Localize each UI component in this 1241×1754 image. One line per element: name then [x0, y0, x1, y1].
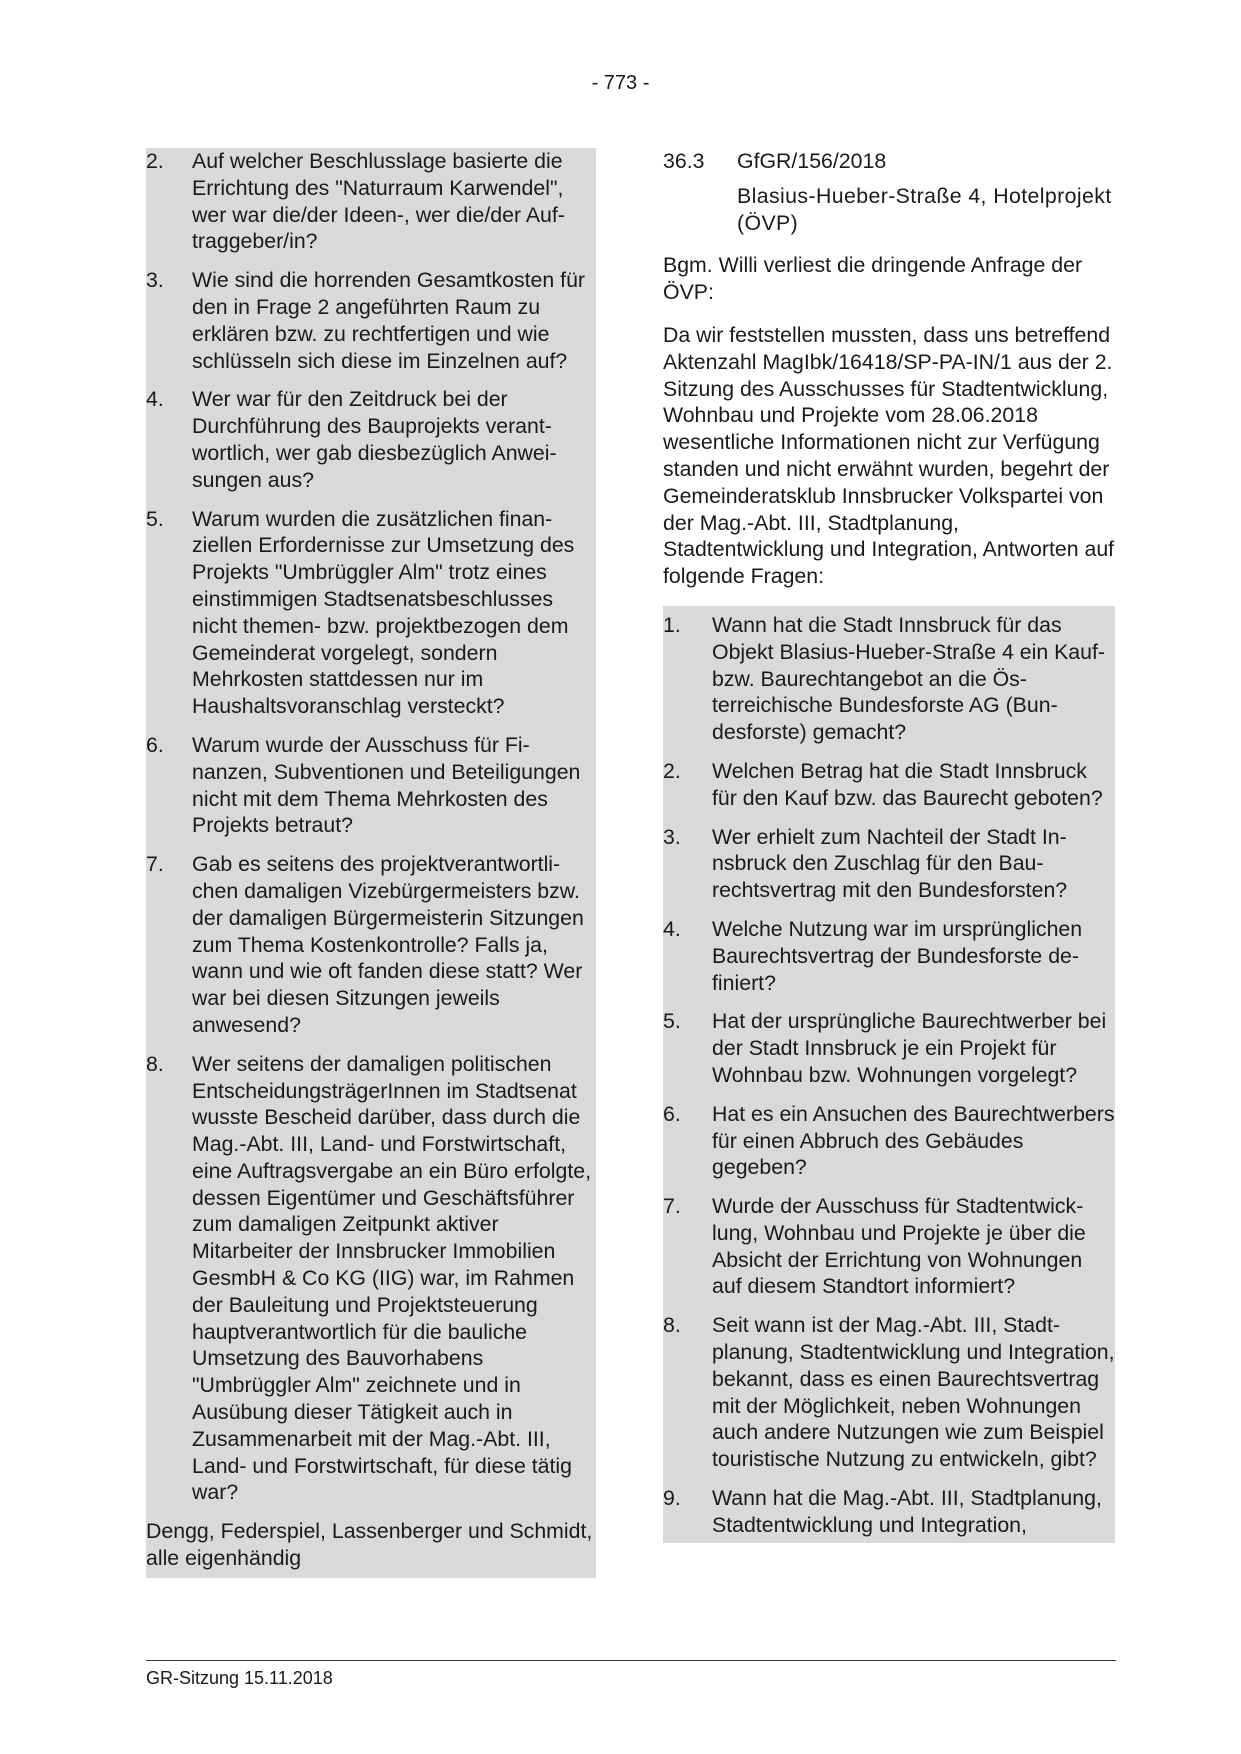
agenda-header: [663, 148, 1115, 175]
question-number: 1.: [663, 612, 681, 637]
list-item: [146, 732, 596, 851]
footer-divider: [146, 1660, 1116, 1661]
question-text: Wie sind die horrenden Gesamtkosten für den in Frage 2 angeführten Raum zu erklären bzw. zu rechtfertigen und wie schlüsseln sich diese im Einzelnen auf?: [192, 268, 586, 373]
list-item: [146, 148, 596, 267]
question-text: Warum wurden die zusätzlichen finanziellen Erfordernisse zur Umsetzung des Projekts "Umbrüggler Alm" trotz eines einstimmigen Stadtsenatsbeschlusses nicht themen- bzw. projektbezogen dem Gemeinderat vorgelegt, sondern Mehrkosten stattdessen nur im Haushaltsvoranschlag versteckt?: [192, 506, 575, 719]
question-text: Gab es seitens des projektverantwortlichen damaligen Vizebürgermeisters bzw. der damaligen Bürgermeisterin Sitzungen zum Thema Kostenkontrolle? Falls ja, wann und wie oft fanden diese statt? Wer war bei diesen Sitzungen jeweils anwesend?: [192, 852, 584, 1037]
question-number: 9.: [663, 1486, 681, 1511]
question-text: Auf welcher Beschlusslage basierte die Errichtung des "Naturraum Karwendel", wer war die/der Ideen-, wer die/der Auftraggeber/in?: [192, 149, 565, 254]
question-number: 5.: [663, 1009, 681, 1034]
question-text: Wurde der Ausschuss für Stadtentwicklung, Wohnbau und Projekte je über die Absicht der Errichtung von Wohnungen auf diesem Standtort informiert?: [712, 1194, 1086, 1299]
list-item: [663, 1312, 1115, 1485]
list-item: [663, 1008, 1115, 1100]
request-paragraph: Da wir feststellen mussten, dass uns betreffend Aktenzahl MagIbk/16418/SP-PA-IN/1 aus der 2. Sitzung des Ausschusses für Stadtentwicklung, Wohnbau und Projekte vom 28.06.2018 wesentliche Informationen nicht zur Verfügung standen und nicht erwähnt wurden, begehrt der Gemeinderatsklub Innsbrucker Volkspartei von der Mag.-Abt. III, Stadtplanung, Stadtentwicklung und Integration, Antworten auf folgende Fragen:: [663, 322, 1115, 589]
question-text: Warum wurde der Ausschuss für Finanzen, Subventionen und Beteiligungen nicht mit dem Thema Mehrkosten des Projekts betraut?: [192, 732, 581, 838]
question-number: 2.: [663, 758, 681, 783]
question-number: 4.: [146, 387, 164, 412]
agenda-number: 36.3: [663, 149, 705, 173]
question-text: Welche Nutzung war im ursprünglichen Baurechtsvertrag der Bundesforste definiert?: [712, 916, 1083, 995]
question-text: Wann hat die Stadt Innsbruck für das Objekt Blasius-Hueber-Straße 4 ein Kauf- bzw. Baurechtangebot an die Österreichische Bundesforste AG (Bundesforste) gemacht?: [712, 612, 1105, 745]
question-number: 7.: [663, 1194, 681, 1219]
list-item: [663, 612, 1115, 758]
list-item: [146, 506, 596, 732]
list-item: [663, 1101, 1115, 1193]
question-number: 8.: [146, 1051, 164, 1076]
list-item: [663, 758, 1115, 824]
question-number: 8.: [663, 1313, 681, 1338]
page-number: - 773 -: [591, 72, 650, 94]
list-item: [663, 916, 1115, 1008]
question-number: 7.: [146, 852, 164, 877]
list-item: [146, 267, 596, 386]
list-item: [146, 386, 596, 505]
question-text: Hat der ursprüngliche Baurechtwerber bei der Stadt Innsbruck je ein Projekt für Wohnbau bzw. Wohnungen vorgelegt?: [712, 1009, 1107, 1087]
question-text: Wer erhielt zum Nachteil der Stadt Innsbruck den Zuschlag für den Baurechtsvertrag mit den Bundesforsten?: [712, 824, 1068, 903]
question-number: 3.: [146, 268, 164, 293]
right-column: [663, 148, 1115, 1543]
right-question-list: [663, 606, 1115, 1543]
question-number: 3.: [663, 824, 681, 849]
left-column: [146, 148, 596, 1578]
list-item: [146, 851, 596, 1051]
question-number: 5.: [146, 506, 164, 531]
list-item: [663, 824, 1115, 916]
question-number: 4.: [663, 916, 681, 941]
question-text: Wann hat die Mag.-Abt. III, Stadtplanung, Stadtentwicklung und Integration,: [712, 1486, 1102, 1537]
question-text: Wer seitens der damaligen politischen EntscheidungsträgerInnen im Stadtsenat wusste Bescheid darüber, dass durch die Mag.-Abt. III, Land- und Forstwirtschaft, eine Auftragsvergabe an ein Büro erfolgte, dessen Eigentümer und Geschäftsführer zum damaligen Zeitpunkt aktiver Mitarbeiter der Innsbrucker Immobilien GesmbH & Co KG (IIG) war, im Rahmen der Bauleitung und Projektsteuerung hauptverantwortlich für die bauliche Umsetzung des Bauvorhabens "Umbrüggler Alm" zeichnete und in Ausübung dieser Tätigkeit auch in Zusammenarbeit mit der Mag.-Abt. III, Land- und Forstwirtschaft, für diese tätig war?: [192, 1051, 591, 1505]
left-question-list: [146, 148, 596, 1518]
intro-paragraph: Bgm. Willi verliest die dringende Anfrage der ÖVP:: [663, 253, 1083, 305]
agenda-code: GfGR/156/2018: [737, 149, 887, 173]
question-text: Welchen Betrag hat die Stadt Innsbruck für den Kauf bzw. das Baurecht geboten?: [712, 758, 1103, 810]
question-text: Wer war für den Zeitdruck bei der Durchführung des Bauprojekts verantwortlich, wer gab diesbezüglich Anweisungen aus?: [192, 387, 557, 492]
question-text: Hat es ein Ansuchen des Baurechtwerbers für einen Abbruch des Gebäudes gegeben?: [712, 1101, 1115, 1180]
signers: Dengg, Federspiel, Lassenberger und Schmidt, alle eigenhändig: [146, 1519, 593, 1571]
list-item: [663, 1193, 1115, 1312]
question-text: Seit wann ist der Mag.-Abt. III, Stadtplanung, Stadtentwicklung und Integration, bekannt, dass es einen Baurechtsvertrag mit der Möglichkeit, neben Wohnungen auch andere Nutzungen wie zum Beispiel touristische Nutzung zu entwickeln, gibt?: [712, 1313, 1115, 1472]
question-number: 6.: [146, 732, 164, 757]
agenda-title: Blasius-Hueber-Straße 4, Hotelprojekt (ÖVP): [737, 183, 1112, 235]
list-item: [146, 1051, 596, 1519]
question-number: 6.: [663, 1101, 681, 1126]
question-number: 2.: [146, 149, 164, 173]
footer: GR-Sitzung 15.11.2018: [146, 1668, 333, 1688]
list-item: [663, 1485, 1115, 1543]
